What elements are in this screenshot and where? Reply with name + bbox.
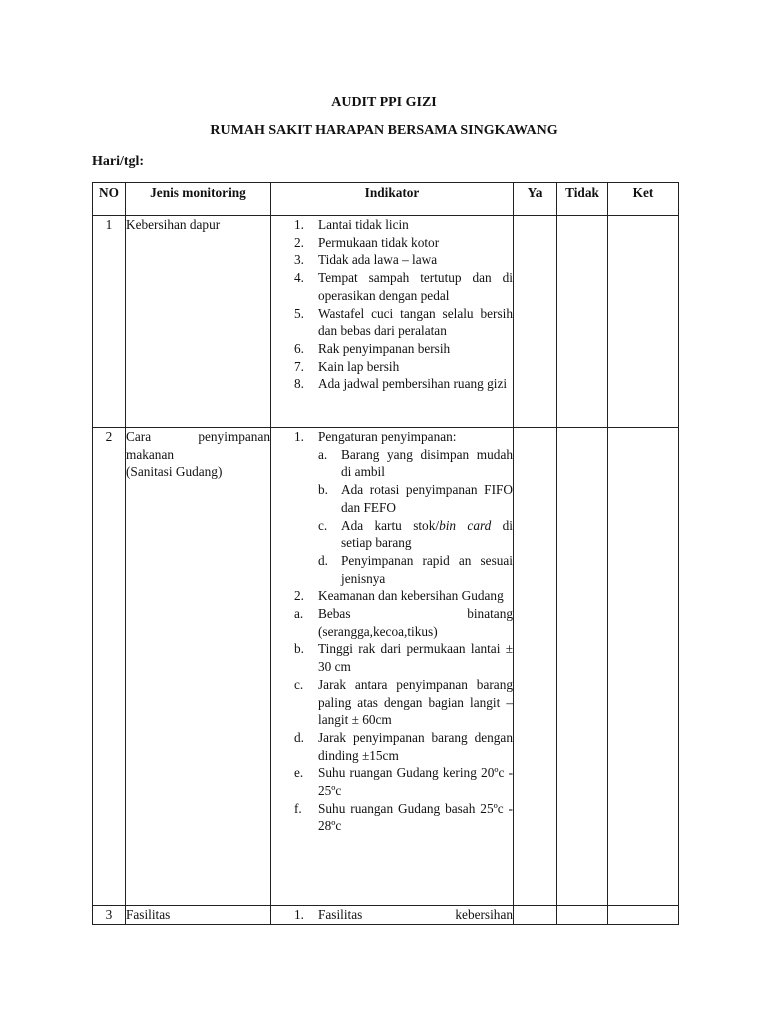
col-header-tidak: Tidak — [557, 183, 608, 216]
indicator-list — [271, 216, 513, 393]
indicator-list — [271, 428, 513, 446]
ket-cell[interactable] — [608, 216, 679, 428]
indicator-list — [271, 587, 513, 605]
monitoring-type-subtitle: (Sanitasi Gudang) — [126, 464, 223, 480]
indicator-cell — [271, 906, 514, 925]
list-item: 1. Pengaturan penyimpanan: — [294, 429, 457, 444]
audit-table — [92, 182, 679, 925]
ket-cell[interactable] — [608, 428, 679, 906]
table-row — [93, 428, 679, 906]
list-item: 2. Permukaan tidak kotor — [294, 234, 440, 250]
tidak-cell[interactable] — [557, 216, 608, 428]
list-item: 1. Fasilitas kebersihan — [294, 907, 513, 922]
date-label: Hari/tgl: — [92, 154, 145, 169]
table-row — [93, 216, 679, 428]
sub-list-item: b. Tinggi rak dari permukaan lantai ± 30 cm — [294, 641, 513, 675]
sub-list-item: a. Bebas binatang (serangga,kecoa,tikus) — [294, 606, 513, 639]
row-number: 2 — [93, 428, 126, 906]
table-row — [93, 906, 679, 925]
sub-list-item: d. Penyimpanan rapid an sesuai jenisnya — [318, 552, 513, 586]
ya-cell[interactable] — [514, 906, 557, 925]
sub-list — [271, 446, 513, 588]
monitoring-type: Kebersihan dapur — [126, 216, 271, 428]
col-header-ket: Ket — [608, 183, 679, 216]
sub-list-item: a. Barang yang disimpan mudah di ambil — [318, 446, 513, 480]
list-item: 7. Kain lap bersih — [294, 358, 400, 374]
row-number: 3 — [93, 906, 126, 925]
list-item: 3. Tidak ada lawa – lawa — [294, 252, 438, 268]
col-header-jenis: Jenis monitoring — [126, 183, 271, 216]
sub-list-item: b. Ada rotasi penyimpanan FIFO dan FEFO — [318, 482, 513, 515]
col-header-no: NO — [93, 183, 126, 216]
sub-list — [271, 605, 513, 835]
list-item: 2. Keamanan dan kebersihan Gudang — [294, 588, 504, 604]
ya-cell[interactable] — [514, 428, 557, 906]
monitoring-type-line: Cara penyimpanan makanan — [126, 429, 270, 462]
monitoring-type — [126, 428, 271, 906]
document-title: AUDIT PPI GIZI — [331, 95, 437, 110]
list-item: 5. Wastafel cuci tangan selalu bersih dan bebas dari peralatan — [294, 305, 513, 339]
ket-cell[interactable] — [608, 906, 679, 925]
indicator-cell — [271, 428, 514, 906]
ya-cell[interactable] — [514, 216, 557, 428]
sub-list-item: c. Jarak antara penyimpanan barang paling atas dengan bagian langit – langit ± 60cm — [294, 676, 513, 728]
tidak-cell[interactable] — [557, 906, 608, 925]
col-header-ya: Ya — [514, 183, 557, 216]
col-header-indikator: Indikator — [271, 183, 514, 216]
list-item: 8. Ada jadwal pembersihan ruang gizi — [294, 376, 508, 392]
tidak-cell[interactable] — [557, 428, 608, 906]
sub-list-item: f. Suhu ruangan Gudang basah 25ºc - 28ºc — [294, 800, 513, 834]
monitoring-type: Fasilitas — [126, 906, 271, 925]
list-item: 4. Tempat sampah tertutup dan di operasikan dengan pedal — [294, 270, 513, 303]
sub-list-item: c. Ada kartu stok/bin card di setiap barang — [318, 517, 513, 551]
list-item: 6. Rak penyimpanan bersih — [294, 340, 451, 356]
table-header-row — [93, 183, 679, 216]
sub-list-item: e. Suhu ruangan Gudang kering 20ºc - 25ºc — [294, 765, 513, 799]
row-number: 1 — [93, 216, 126, 428]
list-item: 1. Lantai tidak licin — [294, 217, 409, 232]
sub-list-item: d. Jarak penyimpanan barang dengan dinding ±15cm — [294, 729, 513, 763]
indicator-list — [271, 906, 513, 923]
indicator-cell — [271, 216, 514, 428]
hospital-name: RUMAH SAKIT HARAPAN BERSAMA SINGKAWANG — [210, 123, 558, 138]
